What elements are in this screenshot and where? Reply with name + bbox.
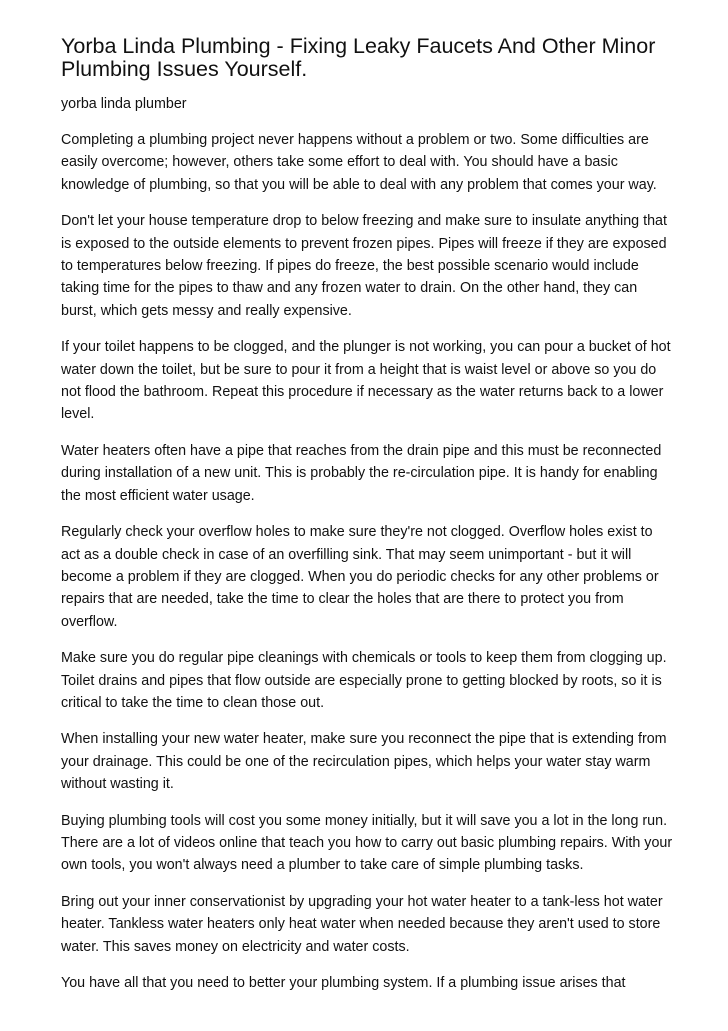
- paragraph-6: Make sure you do regular pipe cleanings with chemicals or tools to keep them from clogging up. Toilet drains and pipes that flow outside are especially prone to getting blocked by roots, so it is critical to take the time to clean those out.: [61, 650, 667, 711]
- paragraph-7: When installing your new water heater, make sure you reconnect the pipe that is extending from your drainage. This could be one of the recirculation pipes, which helps your water stay warm without wasting it.: [61, 731, 667, 793]
- paragraph-4: Water heaters often have a pipe that reaches from the drain pipe and this must be reconnected during installation of a new unit. This is probably the re-circulation pipe. It is handy for enabling the most efficient water usage.: [61, 442, 662, 504]
- page-subtitle: yorba linda plumber: [61, 96, 187, 112]
- page-title: Yorba Linda Plumbing - Fixing Leaky Faucets And Other Minor Plumbing Issues Yourself.: [61, 34, 656, 81]
- paragraph-10: You have all that you need to better your plumbing system. If a plumbing issue arises that: [61, 975, 626, 991]
- paragraph-5: Regularly check your overflow holes to make sure they're not clogged. Overflow holes exist to act as a double check in case of an overfilling sink. That may seem unimportant - but it will become a problem if they are clogged. When you do periodic checks for any other problems or repairs that are needed, take the time to clear the holes that are there to protect you from overflow.: [61, 524, 659, 630]
- document-page: [61, 35, 673, 1008]
- paragraph-9: Bring out your inner conservationist by upgrading your hot water heater to a tank-less hot water heater. Tankless water heaters only heat water when needed because they aren't used to store water. This saves money on electricity and water costs.: [61, 893, 663, 955]
- paragraph-8: Buying plumbing tools will cost you some money initially, but it will save you a lot in the long run. There are a lot of videos online that teach you how to carry out basic plumbing repairs. With your own tools, you won't always need a plumber to take care of simple plumbing tasks.: [61, 812, 673, 874]
- paragraph-2: Don't let your house temperature drop to below freezing and make sure to insulate anything that is exposed to the outside elements to prevent frozen pipes. Pipes will freeze if they are exposed to temperatures below freezing. If pipes do freeze, the best possible scenario would include taking time for the pipes to thaw and any frozen water to drain. On the other hand, they can burst, which gets messy and really expensive.: [61, 213, 667, 319]
- paragraph-3: If your toilet happens to be clogged, and the plunger is not working, you can pour a bucket of hot water down the toilet, but be sure to pour it from a height that is waist level or above so you do not flood the bathroom. Repeat this procedure if necessary as the water returns back to a lower level.: [61, 339, 671, 423]
- paragraph-1: Completing a plumbing project never happens without a problem or two. Some difficulties are easily overcome; however, others take some effort to deal with. You should have a basic knowledge of plumbing, so that you will be able to deal with any problem that comes your way.: [61, 132, 657, 193]
